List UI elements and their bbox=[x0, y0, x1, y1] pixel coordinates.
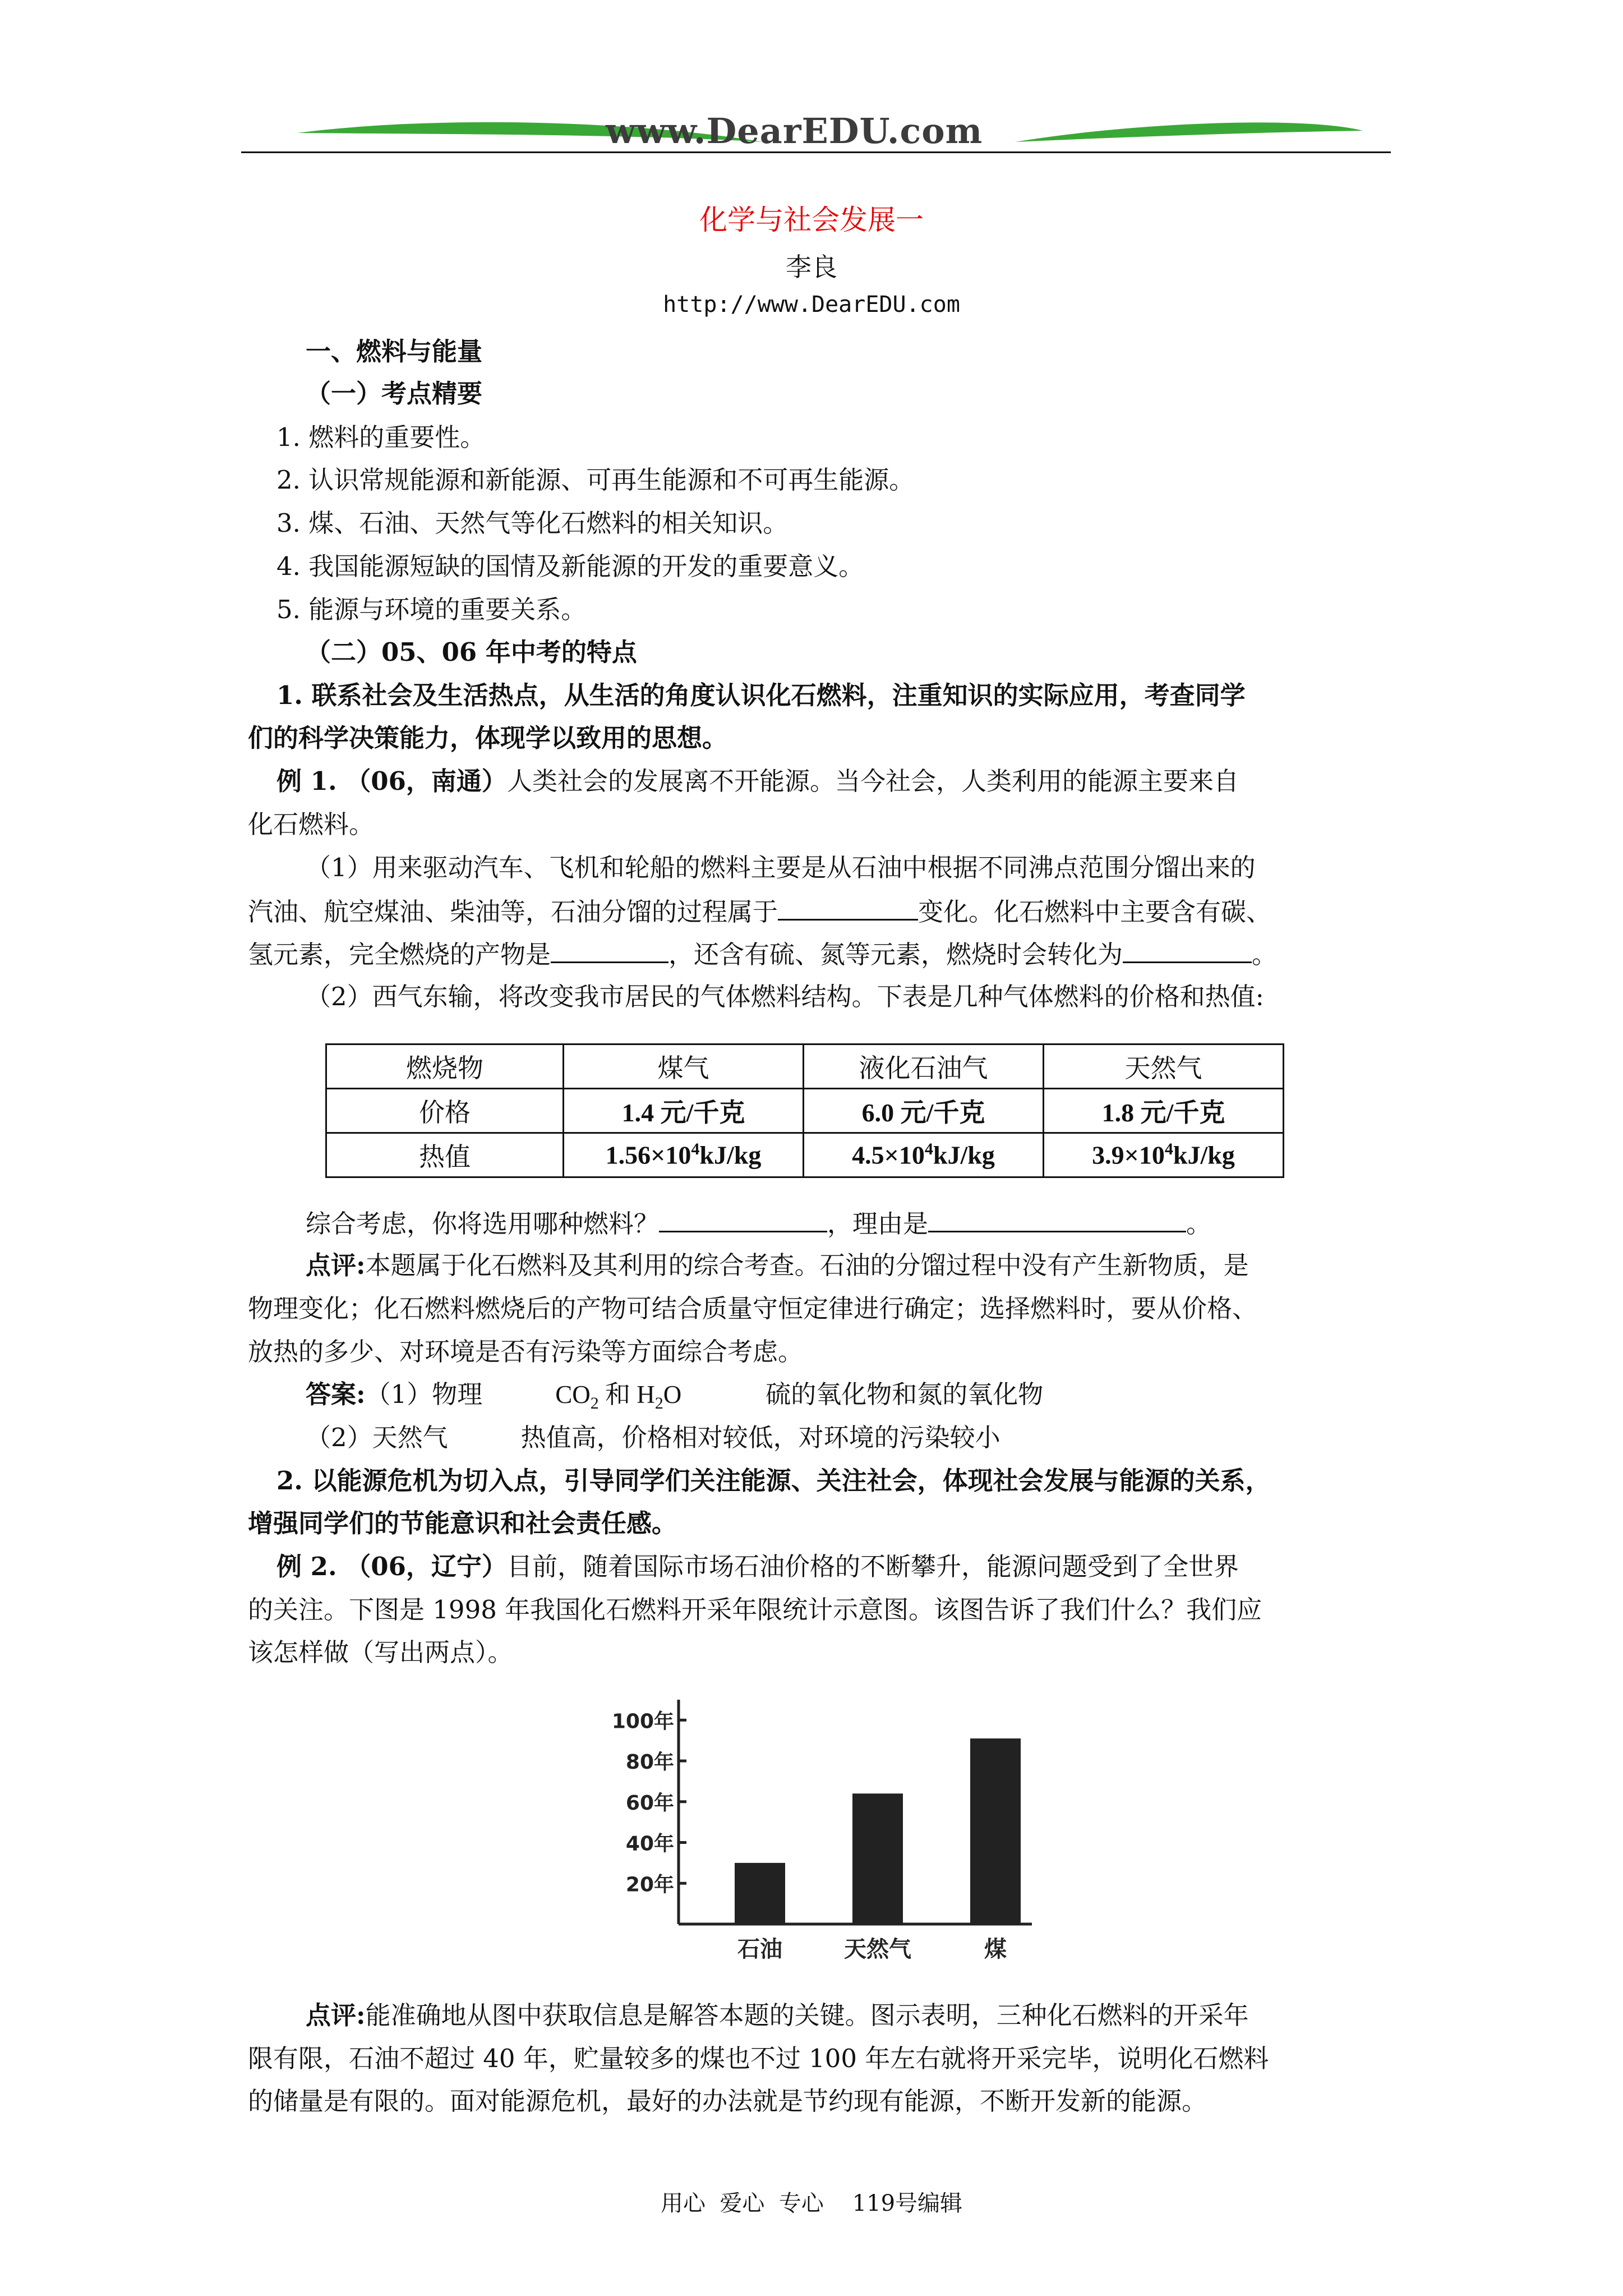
example-text: 人类社会的发展离不开能源。当今社会，人类利用的能源主要来自 bbox=[506, 766, 1239, 796]
comment-label: 点评: bbox=[306, 2000, 366, 2030]
answer-blank[interactable] bbox=[778, 894, 918, 921]
answer-text: 热值高，价格相对较低，对环境的污染较小 bbox=[520, 1423, 1000, 1452]
answer-blank[interactable] bbox=[1123, 937, 1252, 963]
point-item: 4. 我国能源短缺的国情及新能源的开发的重要意义。 bbox=[276, 551, 864, 581]
example-text: 目前，随着国际市场石油价格的不断攀升，能源问题受到了全世界 bbox=[506, 1552, 1239, 1581]
section-heading: 一、燃料与能量 bbox=[306, 337, 483, 366]
comment-text: 物理变化；化石燃料燃烧后的产物可结合质量守恒定律进行确定；选择燃料时，要从价格、 bbox=[248, 1294, 1258, 1323]
table-row bbox=[326, 1089, 1284, 1133]
bar bbox=[852, 1793, 903, 1924]
bar bbox=[970, 1738, 1021, 1924]
answer-blank[interactable] bbox=[659, 1206, 827, 1232]
answer-text: （1）物理 bbox=[365, 1379, 483, 1409]
example-label: 例 2. （06，辽宁） bbox=[276, 1552, 507, 1581]
question-text: ，还含有硫、氮等元素，燃烧时会转化为 bbox=[668, 940, 1123, 969]
question-text: 变化。化石燃料中主要含有碳、 bbox=[918, 897, 1272, 927]
page-footer: 用心 爱心 专心 119号编辑 bbox=[660, 2191, 963, 2216]
table-cell: 6.0 元/千克 bbox=[804, 1089, 1044, 1133]
answer-text: 硫的氧化物和氮的氧化物 bbox=[766, 1379, 1044, 1409]
y-tick-label: 80年 bbox=[625, 1751, 674, 1774]
question-text: （2）西气东输，将改变我市居民的气体燃料结构。下表是几种气体燃料的价格和热值: bbox=[306, 982, 1264, 1011]
example-text: 化石燃料。 bbox=[248, 809, 375, 839]
feature-text: 1. 联系社会及生活热点，从生活的角度认识化石燃料，注重知识的实际应用，考查同学 bbox=[276, 680, 1246, 710]
logo-text[interactable]: www.DearEDU.com bbox=[606, 111, 983, 151]
question-text: 综合考虑，你将选用哪种燃料？ bbox=[306, 1209, 660, 1239]
feature-text: 增强同学们的节能意识和社会责任感。 bbox=[248, 1508, 677, 1538]
question-text: ，理由是 bbox=[827, 1209, 929, 1239]
table-row bbox=[326, 1133, 1284, 1177]
header-rule bbox=[241, 151, 1391, 153]
page-title: 化学与社会发展一 bbox=[699, 204, 924, 236]
question-line bbox=[248, 937, 1277, 972]
answer-line bbox=[306, 1421, 1000, 1455]
table-header: 燃烧物 bbox=[326, 1045, 564, 1089]
table-row bbox=[326, 1045, 1284, 1089]
table-cell: 1.4 元/千克 bbox=[564, 1089, 804, 1133]
table-header: 煤气 bbox=[564, 1045, 804, 1089]
example-text: 该怎样做（写出两点）。 bbox=[248, 1637, 513, 1667]
table-cell: $4.5\times 10^4kJ/kg$ bbox=[804, 1133, 1044, 1177]
question-line bbox=[306, 1206, 1211, 1241]
feature-text: 们的科学决策能力，体现学以致用的思想。 bbox=[248, 723, 728, 753]
point-item: 3. 煤、石油、天然气等化石燃料的相关知识。 bbox=[276, 508, 789, 538]
example-label: 例 1. （06，南通） bbox=[276, 766, 507, 796]
answer-label: 答案: bbox=[306, 1379, 366, 1409]
comment-line bbox=[306, 1249, 1249, 1282]
answer-line bbox=[306, 1378, 1043, 1420]
y-tick-label: 20年 bbox=[625, 1873, 674, 1897]
question-text: （1）用来驱动汽车、飞机和轮船的燃料主要是从石油中根据不同沸点范围分馏出来的 bbox=[306, 853, 1256, 882]
answer-blank[interactable] bbox=[928, 1206, 1186, 1232]
comment-text: 的储量是有限的。面对能源危机，最好的办法就是节约现有能源，不断开发新的能源。 bbox=[248, 2086, 1207, 2116]
reserve-years-chart bbox=[589, 1688, 1049, 1980]
question-line bbox=[248, 894, 1271, 929]
point-item: 1. 燃料的重要性。 bbox=[276, 422, 486, 452]
answer-blank[interactable] bbox=[551, 937, 668, 963]
point-item: 2. 认识常规能源和新能源、可再生能源和不可再生能源。 bbox=[276, 465, 915, 495]
comment-text: 能准确地从图中获取信息是解答本题的关键。图示表明，三种化石燃料的开采年 bbox=[365, 2000, 1249, 2030]
comment-label: 点评: bbox=[306, 1250, 366, 1280]
source-url[interactable]: http://www.DearEDU.com bbox=[663, 292, 960, 318]
bar bbox=[735, 1863, 785, 1924]
question-text: 氢元素，完全燃烧的产物是 bbox=[248, 940, 551, 969]
table-header: 天然气 bbox=[1044, 1045, 1284, 1089]
question-text: 。 bbox=[1252, 940, 1278, 969]
question-text: 。 bbox=[1186, 1209, 1212, 1239]
y-tick-label: 40年 bbox=[625, 1832, 674, 1856]
y-tick-label: 100年 bbox=[611, 1710, 674, 1733]
subsection-heading: （一）考点精要 bbox=[306, 379, 483, 408]
table-cell: $1.56\times 10^4kJ/kg$ bbox=[564, 1133, 804, 1177]
example-text: 的关注。下图是 1998 年我国化石燃料开采年限统计示意图。该图告诉了我们什么？我们应 bbox=[248, 1595, 1262, 1625]
example-1-line bbox=[276, 765, 1239, 798]
point-item: 5. 能源与环境的重要关系。 bbox=[276, 595, 587, 624]
question-text: 汽油、航空煤油、柴油等，石油分馏的过程属于 bbox=[248, 897, 778, 927]
example-2-line bbox=[276, 1550, 1239, 1584]
table-cell: 热值 bbox=[326, 1133, 564, 1177]
x-tick-label: 天然气 bbox=[844, 1936, 911, 1962]
comment-text: 限有限，石油不超过 40 年，贮量较多的煤也不过 100 年左右就将开采完毕，说明化石燃料 bbox=[248, 2044, 1269, 2073]
comment-text: 本题属于化石燃料及其利用的综合考查。石油的分馏过程中没有产生新物质，是 bbox=[365, 1250, 1249, 1280]
fuel-table bbox=[325, 1043, 1284, 1178]
answer-formula: $CO_2$ 和 $H_2O$ bbox=[555, 1381, 682, 1412]
x-tick-label: 石油 bbox=[737, 1936, 782, 1962]
author: 李良 bbox=[786, 252, 837, 282]
table-header: 液化石油气 bbox=[804, 1045, 1044, 1089]
feature-text: 2. 以能源危机为切入点，引导同学们关注能源、关注社会，体现社会发展与能源的关系， bbox=[276, 1466, 1271, 1496]
subsection-heading: （二）05、06 年中考的特点 bbox=[306, 637, 637, 667]
x-tick-label: 煤 bbox=[984, 1936, 1007, 1962]
comment-line bbox=[306, 1999, 1249, 2032]
y-tick-label: 60年 bbox=[625, 1791, 674, 1815]
table-cell: $3.9\times 10^4kJ/kg$ bbox=[1044, 1133, 1284, 1177]
comment-text: 放热的多少、对环境是否有污染等方面综合考虑。 bbox=[248, 1337, 804, 1366]
table-cell: 1.8 元/千克 bbox=[1044, 1089, 1284, 1133]
answer-text: （2）天然气 bbox=[306, 1423, 448, 1452]
table-cell: 价格 bbox=[326, 1089, 564, 1133]
